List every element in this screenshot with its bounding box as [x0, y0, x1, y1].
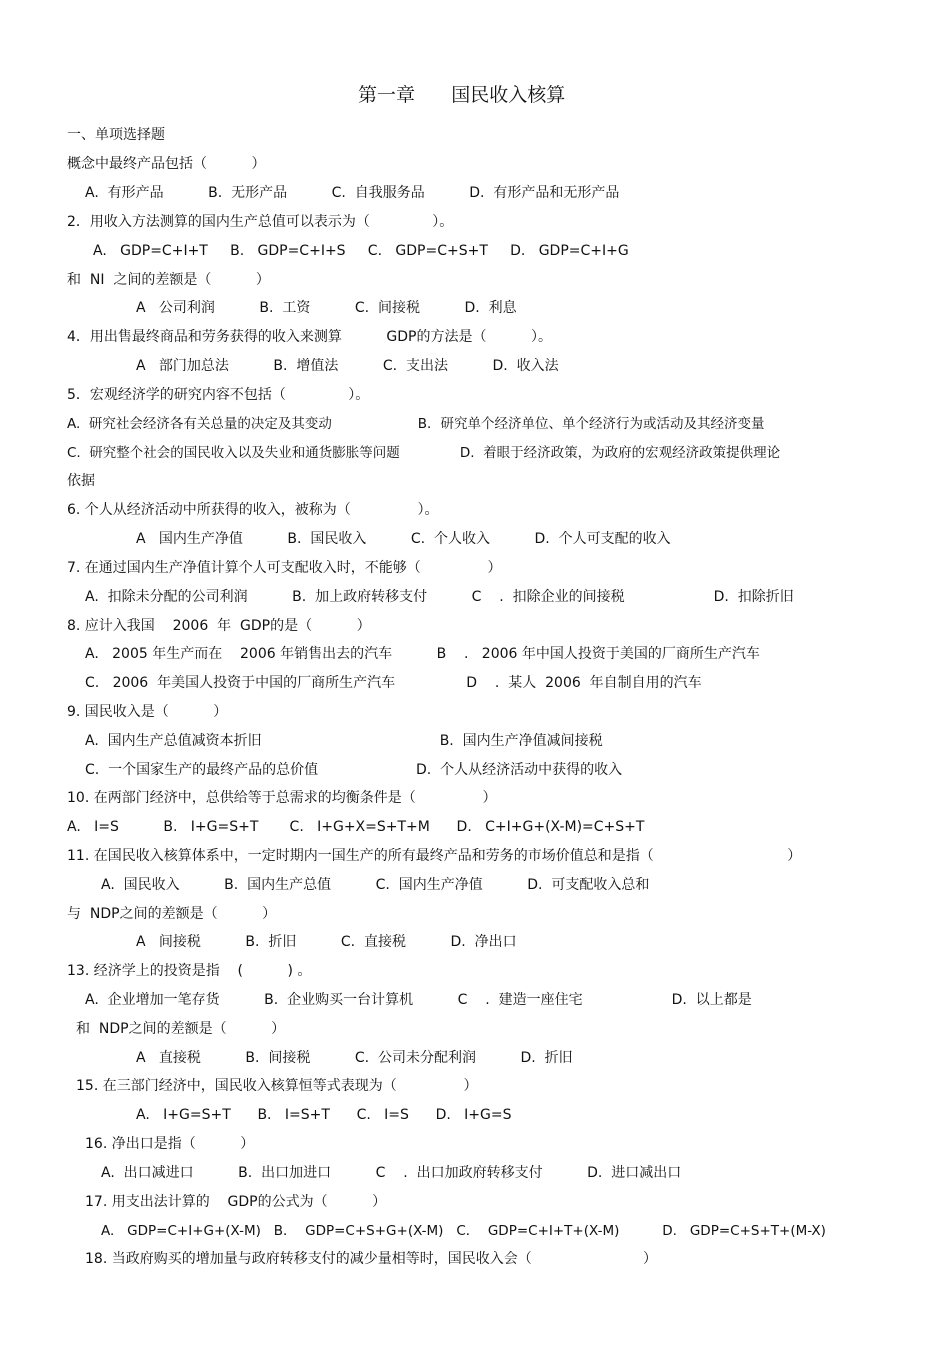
question-3: 和 NI 之间的差额是（ ）	[67, 272, 270, 288]
question-17-options: A. GDP=C+I+G+(X-M) B． GDP=C+S+G+(X-M) C． GDP=C+I+T+(X-M) D. GDP=C+S+T+(M-X)	[101, 1223, 826, 1239]
question-12: 与 NDP之间的差额是（ ）	[67, 906, 277, 922]
question-9-options-cd: C. 一个国家生产的最终产品的总价值 D. 个人从经济活动中获得的收入	[85, 762, 623, 778]
question-2: 2．用收入方法测算的国内生产总值可以表示为（ ）。	[67, 214, 454, 230]
question-4-options: A 部门加总法 B. 增值法 C. 支出法 D. 收入法	[136, 358, 559, 374]
question-16-options: A. 出口减进口 B. 出口加进口 C . 出口加政府转移支付 D. 进口减出口	[101, 1165, 682, 1181]
question-10-options: A. I=S B. I+G=S+T C. I+G+X=S+T+M D. C+I+G+(X-M)=C+S+T	[67, 819, 645, 835]
question-8-options-ab: A. 2005 年生产而在 2006 年销售出去的汽车 B . 2006 年中国人投资于美国的厂商所生产汽车	[85, 646, 760, 662]
question-15-options: A. I+G=S+T B. I=S+T C. I=S D. I+G=S	[136, 1107, 512, 1123]
question-14: 和 NDP之间的差额是（ ）	[76, 1021, 286, 1037]
question-5-options-cd: C. 研究整个社会的国民收入以及失业和通货膨胀等问题 D. 着眼于经济政策，为政府的宏观经济政策提供理论	[67, 445, 781, 461]
question-7: 7. 在通过国内生产净值计算个人可支配收入时，不能够（ ）	[67, 560, 502, 576]
question-16: 16. 净出口是指（ ）	[85, 1136, 255, 1152]
chapter-title: 第一章 国民收入核算	[358, 84, 566, 106]
question-7-options: A. 扣除未分配的公司利润 B. 加上政府转移支付 C . 扣除企业的间接税 D. 扣除折旧	[85, 589, 794, 605]
question-8: 8. 应计入我国 2006 年 GDP的是（ ）	[67, 618, 371, 634]
question-6: 6. 个人从经济活动中所获得的收入，被称为（ ）。	[67, 502, 439, 518]
question-5-options-cont: 依据	[67, 473, 95, 489]
question-17: 17. 用支出法计算的 GDP的公式为（ ）	[85, 1194, 387, 1210]
question-6-options: A 国内生产净值 B. 国民收入 C. 个人收入 D. 个人可支配的收入	[136, 531, 671, 547]
question-15: 15. 在三部门经济中，国民收入核算恒等式表现为（ ）	[76, 1078, 478, 1094]
question-14-options: A 直接税 B. 间接税 C. 公司未分配利润 D. 折旧	[136, 1050, 573, 1066]
question-5-options-ab: A. 研究社会经济各有关总量的决定及其变动 B．研究单个经济单位、单个经济行为或活动及其经济变量	[67, 416, 765, 432]
question-1-options: A. 有形产品 B. 无形产品 C. 自我服务品 D. 有形产品和无形产品	[85, 185, 620, 201]
question-2-options: A. GDP=C+I+T B. GDP=C+I+S C. GDP=C+S+T D. GDP=C+I+G	[93, 243, 629, 259]
question-8-options-cd: C. 2006 年美国人投资于中国的厂商所生产汽车 D . 某人 2006 年自制自用的汽车	[85, 675, 702, 691]
question-13: 13. 经济学上的投资是指 ( ) 。	[67, 963, 312, 979]
question-4: 4．用出售最终商品和劳务获得的收入来测算 GDP的方法是（ ）。	[67, 329, 552, 345]
question-11-options: A. 国民收入 B. 国内生产总值 C. 国内生产净值 D. 可支配收入总和	[101, 877, 650, 893]
question-9: 9. 国民收入是（ ）	[67, 704, 228, 720]
question-12-options: A 间接税 B. 折旧 C. 直接税 D. 净出口	[136, 934, 517, 950]
question-13-options: A. 企业增加一笔存货 B. 企业购买一台计算机 C . 建造一座住宅 D. 以上都是	[85, 992, 752, 1008]
question-11: 11. 在国民收入核算体系中，一定时期内一国生产的所有最终产品和劳务的市场价值总和是指（ ）	[67, 848, 802, 864]
question-18: 18. 当政府购买的增加量与政府转移支付的减少量相等时，国民收入会（ ）	[85, 1251, 657, 1267]
question-3-options: A 公司利润 B. 工资 C. 间接税 D. 利息	[136, 300, 517, 316]
question-9-options-ab: A. 国内生产总值减资本折旧 B. 国内生产净值减间接税	[85, 733, 603, 749]
section-heading: 一、单项选择题	[67, 127, 165, 143]
question-10: 10. 在两部门经济中，总供给等于总需求的均衡条件是（ ）	[67, 790, 497, 806]
question-1: 概念中最终产品包括（ ）	[67, 156, 266, 172]
question-5: 5．宏观经济学的研究内容不包括（ ）。	[67, 387, 370, 403]
